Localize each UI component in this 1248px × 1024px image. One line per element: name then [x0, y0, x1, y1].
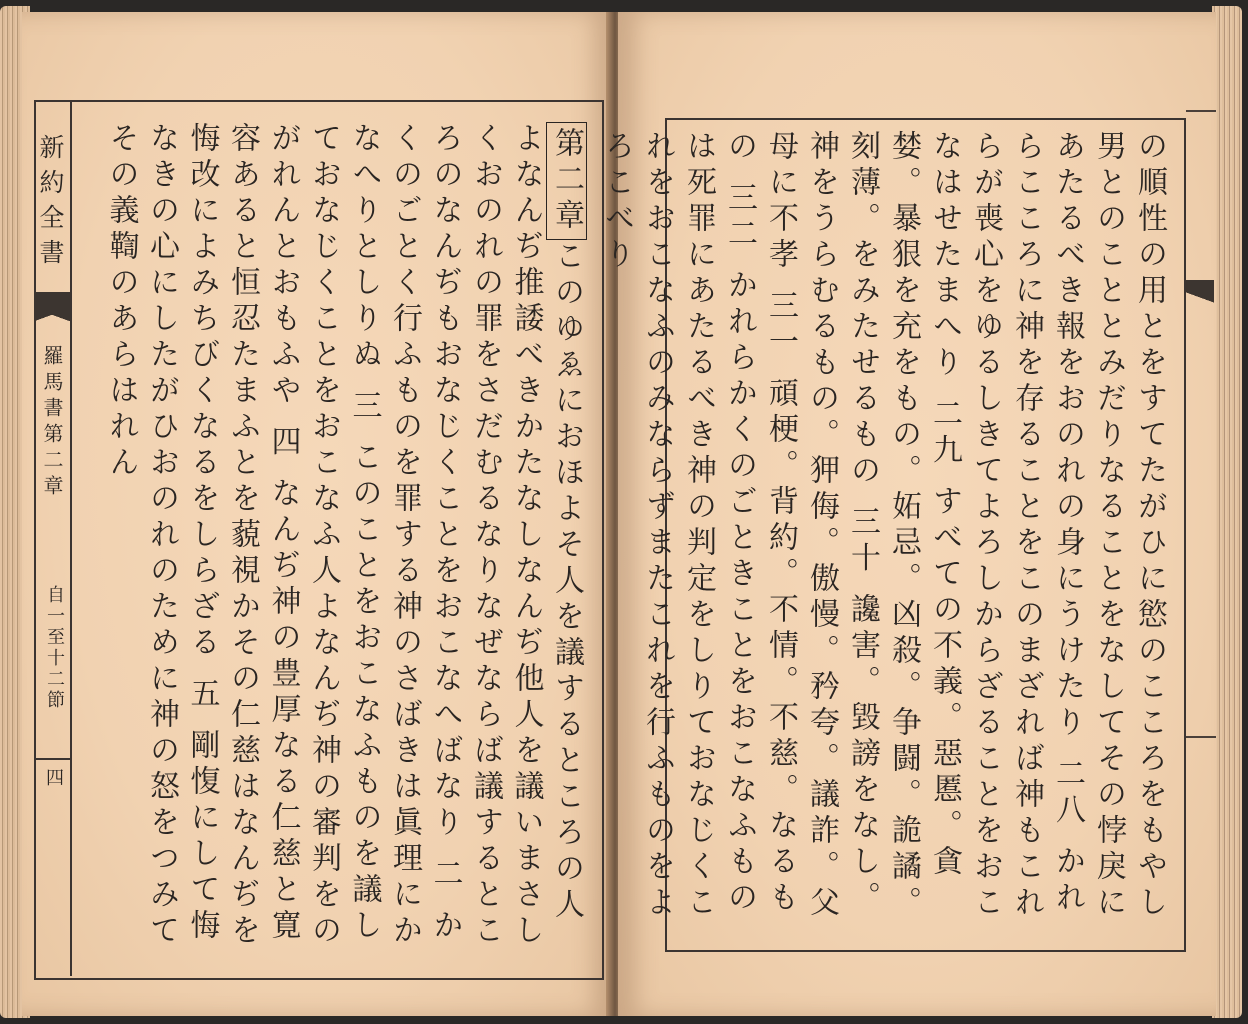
fishtail-mark	[34, 292, 70, 340]
chapter-label: 羅馬書第二章	[40, 345, 64, 501]
running-title: 新約全書	[36, 134, 65, 274]
left-page-body	[78, 122, 586, 952]
margin-tick-top	[1186, 110, 1216, 112]
chapter-heading: 第二章	[546, 122, 587, 240]
verse-range: 自一至十二節	[44, 585, 65, 711]
page-stack-right	[1212, 6, 1242, 1018]
page-number: 四	[43, 768, 64, 786]
right-page-text: の順性の用とをすてたがひに慾のこころをもやし男とのこととみだりなることをなしてその悖戾にあたるべき報をおのれの身にうけたり 二八 かれらこころに神を存ることをこのまざれば神もこれらが喪心をゆるしきてよろしからざることをおこなはせたまへり 二九 すべての不義。惡慝。貪婪。暴狠を充をもの。妬忌。凶殺。争闘。詭譎。刻薄。をみたせるもの 三十 讒害。毀謗をなし。神をうらむるもの。狎侮。傲慢。矜夸。議詐。父母に不孝 三一 頑梗。背約。不情。不慈。なるもの 三二 かれらかくのごときことをおこなふものは死罪にあたるべき神の判定をしりておなじくこれをおこなふのみならずまたこれを行ふものをよろこべり	[599, 130, 1167, 922]
margin-tick	[1186, 736, 1216, 738]
fishtail-mark-right	[1186, 280, 1214, 320]
left-page-text: このゆゑにおほよそ人を議するところの人よなんぢ推諉べきかたなしなんぢ他人を議いまさしくおのれの罪をさだむるなりなぜならば議するところのなんぢもおなじくことをおこなへばなり 二 かくのごとく行ふものを罪する神のさばきは眞理にかなへりとしりぬ 三 このことをおこなふものを議しておなじくことをおこなふ人よなんぢ神の審判をのがれんとおもふや 四 なんぢ神の豊厚なる仁慈と寛容あると恒忍たまふとを藐視かその仁慈はなんぢを悔改によみちびくなるをしらざる 五 剛愎にして悔なきの心にしたがひおのれのために神の怒をつみてその義鞫のあらはれん	[103, 122, 584, 950]
margin-rule	[34, 758, 70, 760]
